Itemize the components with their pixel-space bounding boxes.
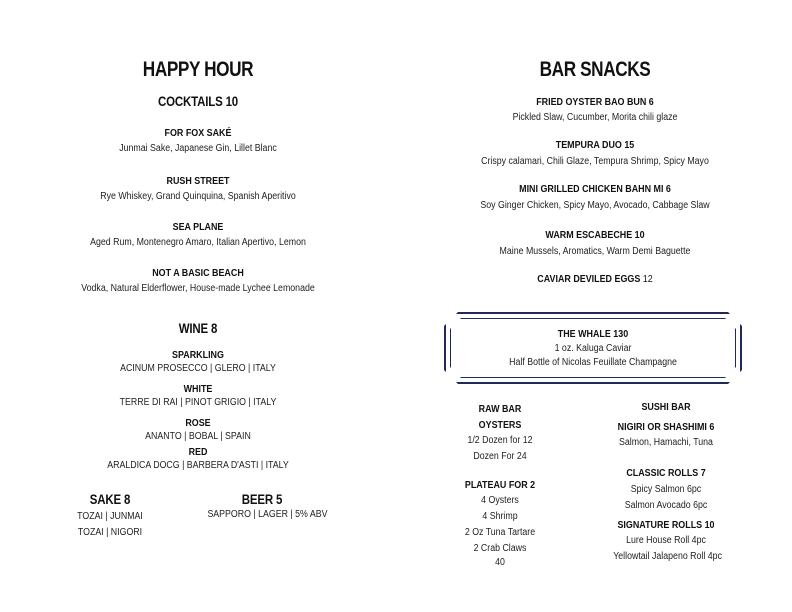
cocktail-name: NOT A BASIC BEACH <box>152 267 244 279</box>
snack-name: MINI GRILLED CHICKEN BAHN MI 6 <box>519 183 671 195</box>
wine-heading: WINE 8 <box>178 321 218 336</box>
nigiri-item: Salmon, Hamachi, Tuna <box>619 437 713 448</box>
plateau-price: 40 <box>495 557 505 568</box>
plateau-heading: PLATEAU FOR 2 <box>464 479 536 491</box>
wine-group-desc: ARALDICA DOCG | BARBERA D'ASTI | ITALY <box>107 460 289 471</box>
classic-roll-item: Spicy Salmon 6pc <box>630 484 702 495</box>
cocktail-desc: Aged Rum, Montenegro Amaro, Italian Apertivo, Lemon <box>90 237 306 248</box>
beer-item: SAPPORO | LAGER | 5% ABV <box>207 509 328 520</box>
plateau-item: 4 Oysters <box>481 495 519 506</box>
snack-name: TEMPURA DUO 15 <box>555 139 635 151</box>
signature-roll-item: Yellowtail Jalapeno Roll 4pc <box>613 551 722 562</box>
oysters-heading: OYSTERS <box>478 419 522 431</box>
caviar-deviled-eggs <box>463 273 727 285</box>
signature-rolls-heading: SIGNATURE ROLLS 10 <box>617 519 715 531</box>
caviar-price: 12 <box>642 273 653 285</box>
nigiri-heading: NIGIRI OR SHASHIMI 6 <box>617 421 715 433</box>
cocktail-desc: Junmai Sake, Japanese Gin, Lillet Blanc <box>119 143 277 154</box>
whale-line: Half Bottle of Nicolas Feuillate Champagne <box>509 357 677 368</box>
caviar-name: CAVIAR DEVILED EGGS <box>537 273 641 285</box>
snack-name: WARM ESCABECHE 10 <box>545 229 645 241</box>
plateau-item: 4 Shrimp <box>482 511 518 522</box>
snack-name: FRIED OYSTER BAO BUN 6 <box>536 96 654 108</box>
wine-group-desc: ANANTO | BOBAL | SPAIN <box>145 431 251 442</box>
cocktail-desc: Vodka, Natural Elderflower, House-made Lychee Lemonade <box>81 283 315 294</box>
signature-roll-item: Lure House Roll 4pc <box>626 535 706 546</box>
oysters-item: Dozen For 24 <box>473 451 527 462</box>
plateau-item: 2 Oz Tuna Tartare <box>464 527 536 538</box>
snack-desc: Crispy calamari, Chili Glaze, Tempura Shrimp, Spicy Mayo <box>481 156 709 167</box>
snack-desc: Pickled Slaw, Cucumber, Morita chili glaze <box>512 112 678 123</box>
wine-group-name: SPARKLING <box>172 349 224 361</box>
classic-roll-item: Salmon Avocado 6pc <box>624 500 708 511</box>
oysters-item: 1/2 Dozen for 12 <box>467 435 533 446</box>
plateau-item: 2 Crab Claws <box>473 543 527 554</box>
sake-heading: SAKE 8 <box>89 492 131 507</box>
sake-item: TOZAI | NIGORI <box>77 527 143 538</box>
wine-group-desc: TERRE DI RAI | PINOT GRIGIO | ITALY <box>119 397 277 408</box>
wine-group-name: RED <box>188 446 208 458</box>
cocktail-name: FOR FOX SAKÉ <box>164 127 232 139</box>
whale-name: THE WHALE 130 <box>557 328 629 340</box>
sushi-bar-heading: SUSHI BAR <box>641 401 691 413</box>
wine-group-desc: ACINUM PROSECCO | GLERO | ITALY <box>120 363 276 374</box>
snack-desc: Soy Ginger Chicken, Spicy Mayo, Avocado, Cabbage Slaw <box>480 200 710 211</box>
beer-heading: BEER 5 <box>241 492 283 507</box>
happy-hour-title: HAPPY HOUR <box>142 58 254 81</box>
cocktail-name: SEA PLANE <box>172 221 224 233</box>
raw-bar-heading: RAW BAR <box>478 403 522 415</box>
whale-line: 1 oz. Kaluga Caviar <box>554 343 632 354</box>
bar-snacks-title: BAR SNACKS <box>539 58 651 81</box>
cocktail-name: RUSH STREET <box>166 175 230 187</box>
sake-item: TOZAI | JUNMAI <box>77 511 143 522</box>
classic-rolls-heading: CLASSIC ROLLS 7 <box>626 467 706 479</box>
cocktail-desc: Rye Whiskey, Grand Quinquina, Spanish Aperitivo <box>100 191 296 202</box>
wine-group-name: WHITE <box>183 383 213 395</box>
snack-desc: Maine Mussels, Aromatics, Warm Demi Baguette <box>499 246 691 257</box>
cocktails-heading: COCKTAILS 10 <box>157 94 239 109</box>
wine-group-name: ROSE <box>185 417 211 429</box>
